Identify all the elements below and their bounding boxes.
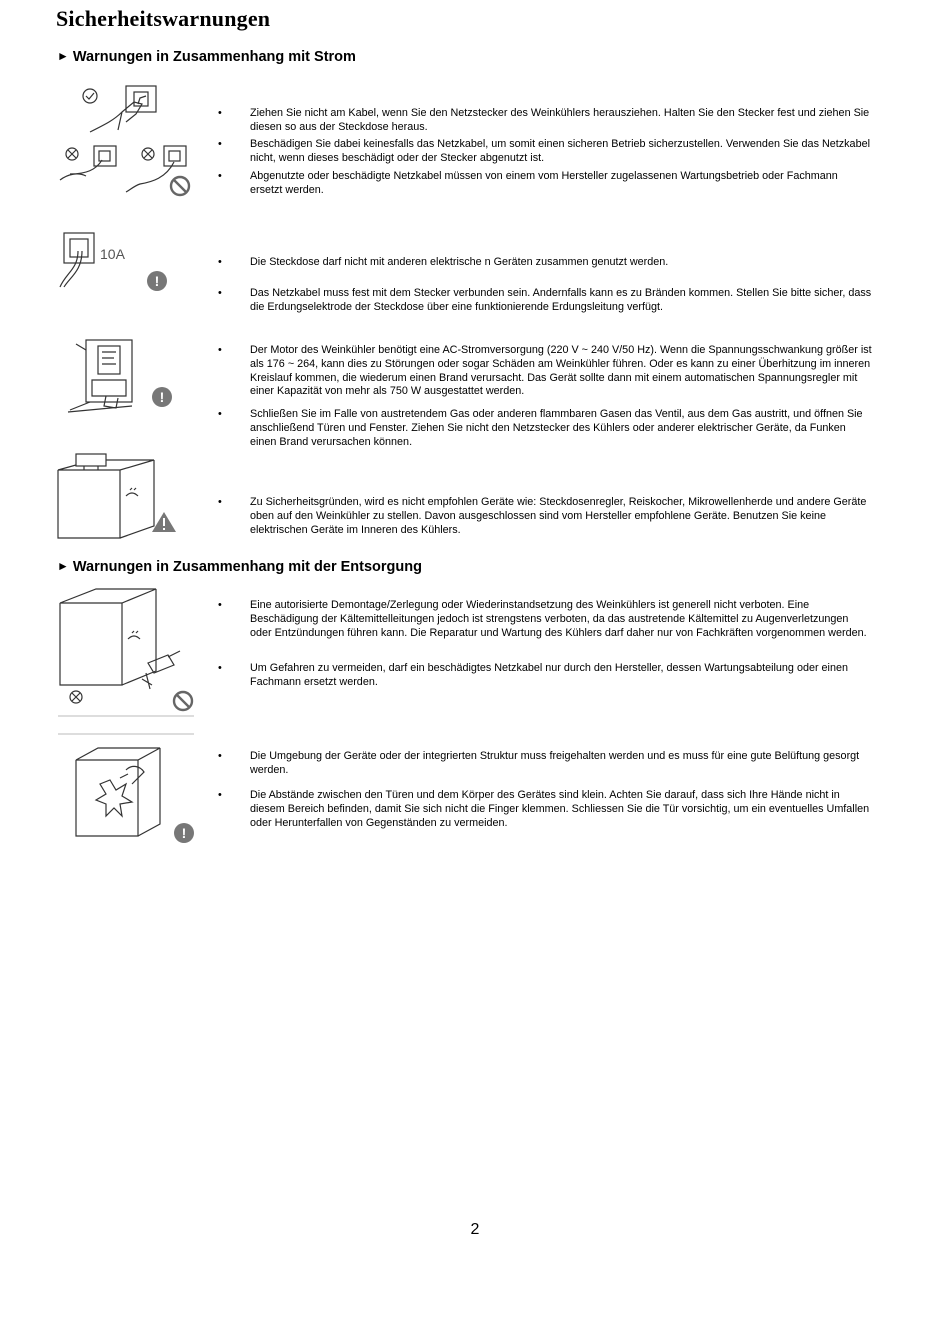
bullet-text: Die Umgebung der Geräte oder der integrierten Struktur muss freigehalten werden und es muss für eine gute Belüftung gesorgt werden. [250,750,860,776]
bullet-text: Eine autorisierte Demontage/Zerlegung oder Wiederinstandsetzung des Weinkühlers ist generell nicht verboten. Eine Beschädigung der Kältemittelleitungen jedoch ist strengstens verboten, da das austretende Kältemittel zu Augenverletzungen oder Entzündungen führen kann. Die Reparatur und Wartung des Kühlers darf daher nur von Fachkräften vorgenommen werden. [250,599,867,639]
exclamation-icon [174,823,194,843]
exclamation-icon [147,271,167,291]
bullet-item [218,287,873,315]
bullet-item [218,496,873,537]
page-number: 2 [470,1221,480,1238]
bullet-item [218,408,873,449]
arrow-right-icon: ► [57,49,69,63]
exclamation-mark: ! [181,825,187,841]
bullet-item [218,107,873,135]
warning-triangle-icon [152,512,176,532]
bullet-item [218,662,873,690]
allowed-icon [83,89,97,103]
arrow-right-icon: ► [57,559,69,573]
voltage-regulator-illustration [56,336,181,416]
exclamation-icon [152,387,172,407]
prohibited-icon [66,148,78,160]
no-entry-icon [171,177,189,195]
bullet-item [218,789,873,830]
bullet-text: Beschädigen Sie dabei keinesfalls das Netzkabel, um somit einen sicheren Betrieb sicherzustellen. Verwenden Sie das Netzkabel nicht, wenn dieses beschädigt oder der Stecker abgenutzt ist. [250,138,870,164]
socket-rating-label: 10A [100,246,125,262]
exclamation-mark: ! [154,273,160,289]
bullet-icon: • [218,138,222,150]
bullet-icon: • [218,496,222,508]
bullet-text: Abgenutzte oder beschädigte Netzkabel müssen von einem vom Hersteller zugelassenen Wartungsbetrieb oder Fachmann ersetzt werden. [250,170,838,196]
plug-removal-illustration [56,82,196,197]
socket-10a-illustration [56,229,176,295]
bullet-text: Ziehen Sie nicht am Kabel, wenn Sie den Netzstecker des Weinkühlers herausziehen. Halten Sie den Stecker fest und ziehen Sie diesen so aus der Steckdose heraus. [250,107,870,133]
bullet-text: Der Motor des Weinkühler benötigt eine AC-Stromversorgung (220 V ~ 240 V/50 Hz). Wenn die Spannungsschwankung größer ist als 176 ~ 264, kann dies zu Störungen oder sogar Schäden am Weinkühler führen. Oder es kann zu einer Überhitzung im inneren Kreislauf kommen, die wiederum einen Brand verursacht. Das Gerät sollte dann mit einem automatischen Spannungsregler mit einer Kapazität von mehr als 750 W ausgestattet werden. [250,344,872,398]
bullet-text: Schließen Sie im Falle von austretendem Gas oder anderen flammbaren Gasen das Ventil, aus dem Gas austritt, und öffnen Sie anschließend Türen und Fenster. Ziehen Sie nicht den Netzstecker des Kühlers oder anderer elektrischer Geräte, da Funken einen Brand verursachen können. [250,408,863,448]
bullet-icon: • [218,599,222,611]
bullet-text: Die Abstände zwischen den Türen und dem Körper des Gerätes sind klein. Achten Sie darauf, dass sich Ihre Hände nicht in diesem Bereich befinden, damit Sie sich nicht die Finger klemmen. Schliessen Sie die Tür vorsichtig, um ein eventuelles Umfallen oder Herunterfallen von Gegenständen zu vermeiden. [250,789,870,829]
bullet-item [218,138,873,166]
exclamation-mark: ! [159,389,165,405]
prohibited-icon [142,148,154,160]
bullet-icon: • [218,170,222,182]
appliance-on-top-illustration [54,450,184,544]
bullet-icon: • [218,287,222,299]
bullet-icon: • [218,344,222,356]
door-pinch-illustration [70,742,200,847]
bullet-text: Zu Sicherheitsgründen, wird es nicht empfohlen Geräte wie: Steckdosenregler, Reiskocher, Mikrowellenherde und andere Geräte oben auf den Weinkühler zu stellen. Davon ausgeschlossen sind vom Hersteller empfohlene Geräte. Benutzen Sie keine elektrischen Geräte im Inneren des Kühlers. [250,496,867,536]
bullet-item [218,170,873,198]
section-heading-disposal [57,559,422,575]
bullet-item [218,344,873,399]
page-title: Sicherheitswarnungen [56,6,271,31]
section-heading-power-text: Warnungen in Zusammenhang mit Strom [72,49,356,65]
bullet-icon: • [218,789,222,801]
prohibited-icon [70,691,82,703]
section-heading-disposal-text: Warnungen in Zusammenhang mit der Entsorgung [72,559,422,575]
bullet-icon: • [218,107,222,119]
section-heading-power [57,49,356,65]
bullet-text: Um Gefahren zu vermeiden, darf ein beschädigtes Netzkabel nur durch den Hersteller, dessen Wartungsabteilung oder einen Fachmann ersetzt werden. [250,662,848,688]
no-entry-icon [174,692,192,710]
bullet-item [218,256,873,270]
bullet-icon: • [218,408,222,420]
bullet-icon: • [218,256,222,268]
bullet-icon: • [218,750,222,762]
bullet-text: Die Steckdose darf nicht mit anderen elektrische n Geräten zusammen genutzt werden. [250,256,669,268]
bullet-icon: • [218,662,222,674]
bullet-text: Das Netzkabel muss fest mit dem Stecker verbunden sein. Andernfalls kann es zu Bränden kommen. Stellen Sie bitte sicher, dass die Erdungselektrode der Steckdose über eine funktionierende Erdungsleitung verfügt. [250,287,872,313]
bullet-item [218,750,873,778]
disassembly-illustration [56,585,196,735]
bullet-item [218,599,873,640]
